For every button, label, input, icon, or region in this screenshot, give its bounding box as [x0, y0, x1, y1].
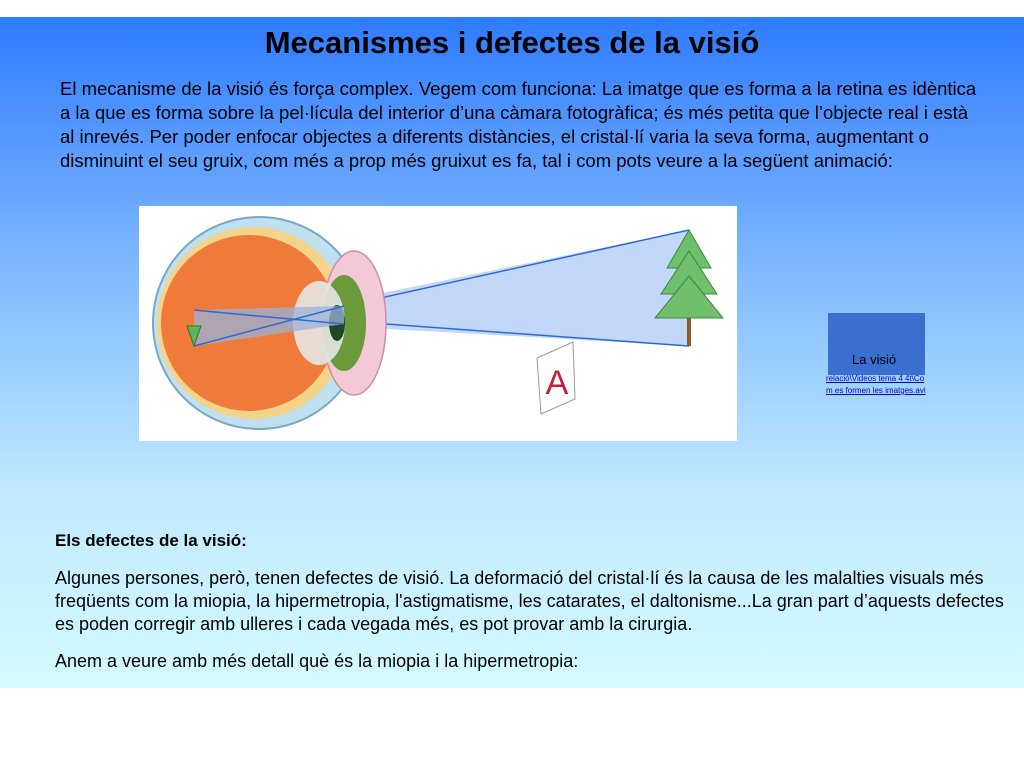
intro-paragraph: El mecanisme de la visió és força complex. Vegem com funciona: La imatge que es forma a la retina es idèntica a la que es forma sobre la pel·lícula del interior d’una càmara fotogràfica; és més petita que l’objecte real i està al inrevés. Per poder enfocar objectes a diferents distàncies, el cristal·lí varia la seva forma, augmentant o disminuint el seu gruix, com més a prop més gruixut es fa, tal i com pots veure a la següent animació: [60, 78, 977, 171]
light-rays [334, 230, 689, 346]
video-thumbnail[interactable] [828, 313, 925, 375]
video-file-link[interactable]: relació\Videos tema 4 4t\Com es formen les imatges.avi [826, 374, 926, 395]
eye-diagram [139, 206, 737, 441]
sign-letter: A [545, 364, 569, 402]
defects-heading: Els defectes de la visió: [55, 531, 247, 550]
defects-paragraph: Algunes persones, però, tenen defectes de visió. La deformació del cristal·lí és la causa de les malalties visuals més freqüents com la miopia, la hipermetropia, l'astigmatisme, les catarates, el daltonisme...La gran part d’aquests defectes es poden corregir amb ulleres i cada vegada més, es pot provar amb la cirurgia. [55, 568, 1004, 634]
tree-trunk [687, 314, 691, 346]
eye-diagram-svg [139, 206, 737, 441]
video-link[interactable] [826, 313, 926, 413]
video-thumbnail-title: La visió [852, 352, 897, 367]
closing-paragraph: Anem a veure amb més detall què és la miopia i la hipermetropia: [55, 651, 579, 671]
page-title: Mecanismes i defectes de la visió [264, 25, 760, 60]
slide [0, 17, 1024, 688]
